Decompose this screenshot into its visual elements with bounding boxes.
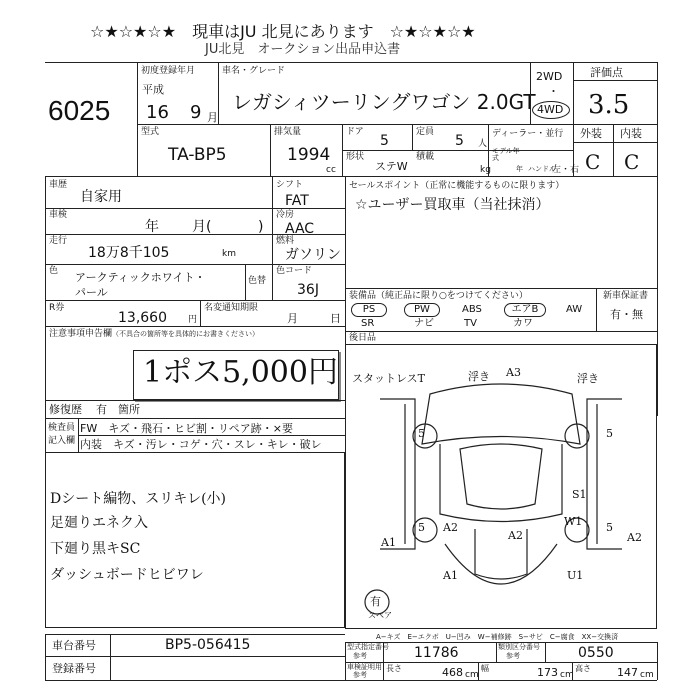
mark-5-fr: 5 — [606, 427, 613, 440]
diagram-studless: スタットレスT — [352, 372, 426, 385]
mark-a1-rear: A1 — [443, 569, 458, 582]
doors-value: 5 — [380, 133, 389, 149]
int-label: 内装 — [620, 127, 642, 140]
dealer-label: ディーラー・並行 — [492, 129, 564, 139]
reg-label: 初度登録年月 — [141, 66, 196, 76]
recycle-label: R券 — [49, 303, 65, 313]
diagram-a3: A3 — [506, 366, 521, 379]
car-name-value: レガシィツーリングワゴン 2.0GT — [232, 90, 536, 114]
color-value-line1: アークティックホワイト・ — [75, 271, 206, 284]
inspector-row-1: FW キズ・飛石・ヒビ割・リペア跡・×要 — [80, 422, 293, 435]
color-label: 色 — [49, 266, 59, 276]
repair-value: 有 — [96, 403, 107, 416]
length-value: 468 — [442, 666, 463, 679]
fuel-label: 燃料 — [276, 236, 295, 246]
start-price: 1ポス5,000円 — [143, 355, 338, 390]
note-2: 足廻りエネク入 — [50, 515, 148, 531]
model-year-label: モデル年式 — [492, 147, 520, 162]
reg-month-unit: 月 — [207, 111, 218, 124]
load-label: 積載 — [416, 152, 435, 162]
capacity-unit: 人 — [478, 139, 488, 149]
drive-4wd: 4WD — [537, 103, 564, 116]
height-value: 147 — [617, 666, 638, 679]
inspection-close: ) — [258, 219, 264, 235]
displacement-value: 1994 — [287, 145, 331, 165]
load-unit: kg — [480, 165, 491, 175]
displacement-label: 排気量 — [274, 127, 302, 137]
recycle-value: 13,660 — [118, 310, 167, 326]
name-change-day: 日 — [330, 312, 341, 325]
capacity-label: 定員 — [416, 127, 435, 137]
notes-sub: （不具合の箇所等を具体的にお書きください） — [112, 330, 259, 338]
color-value-line2: パール — [75, 286, 108, 299]
name-change-month: 月 — [287, 312, 298, 325]
chassis-label: 車台番号 — [52, 639, 96, 652]
note-1: Dシート編物、スリキレ(小) — [50, 491, 227, 507]
cooler-label: 冷房 — [276, 210, 295, 220]
sales-point-label: セールスポイント（正常に機能するものに限ります） — [349, 181, 565, 191]
inspector-label-2: 記入欄 — [48, 436, 76, 446]
repair-label: 修復歴 — [49, 403, 82, 416]
doors-label: ドア — [346, 127, 364, 137]
category-label: 類別区分番号 — [498, 643, 540, 651]
diagram-float-right: 浮き — [577, 372, 599, 385]
equip-leather: カワ — [513, 318, 533, 329]
reg-year: 16 — [146, 102, 169, 123]
ext-value: C — [585, 150, 601, 174]
car-diagram-svg — [345, 344, 657, 629]
color-code-label: 色コード — [276, 266, 313, 276]
inspection-label: 車検 — [49, 210, 68, 220]
repair-suffix: 箇所 — [118, 403, 140, 416]
spare-label: スペア — [368, 611, 392, 620]
mark-u1: U1 — [567, 569, 584, 582]
mark-a2-rear: A2 — [508, 529, 523, 542]
size-label: 車検証明用 — [347, 663, 382, 671]
model-designation-label: 型式指定番号 — [347, 643, 389, 651]
equip-sr: SR — [361, 318, 375, 329]
reg-era: 平成 — [142, 83, 164, 96]
model-value: TA-BP5 — [168, 145, 227, 165]
handwritten-notes-area — [45, 452, 345, 628]
body-shape-value: ステW — [375, 160, 408, 173]
mark-a2-right: A2 — [627, 531, 642, 544]
displacement-unit: cc — [326, 165, 336, 175]
mileage-label: 走行 — [49, 236, 68, 246]
mark-5-fl: 5 — [418, 427, 425, 440]
name-change-label: 名変通知期限 — [204, 303, 259, 313]
length-label: 長さ — [386, 664, 402, 673]
mark-a2-left: A2 — [443, 521, 458, 534]
warranty-value: 有・無 — [610, 308, 643, 321]
mark-w1: W1 — [564, 515, 583, 528]
width-unit: cm — [560, 670, 574, 680]
body-shape-label: 形状 — [346, 152, 365, 162]
category-sub: 参考 — [506, 652, 520, 660]
mileage-unit: km — [222, 249, 236, 259]
reg-month: 9 — [190, 102, 202, 123]
chassis-value: BP5-056415 — [165, 637, 251, 653]
handle-label: ハンドル — [528, 165, 556, 173]
size-sub: 参考 — [353, 671, 367, 679]
history-value: 自家用 — [80, 189, 122, 205]
damage-legend: A−キズ E−エクボ U−凹み W−補修跡 S−サビ C−腐食 XX−交換済 — [376, 633, 619, 641]
inspection-year-unit: 年 — [145, 219, 159, 235]
shift-label: シフト — [276, 180, 304, 190]
grade-label: 評価点 — [590, 66, 623, 79]
mileage-value: 18万8千105 — [88, 245, 170, 261]
equip-pw: PW — [404, 303, 440, 317]
category-value: 0550 — [578, 645, 614, 661]
diagram-float-left: 浮き — [468, 370, 490, 383]
recycle-unit: 円 — [188, 315, 198, 325]
model-designation-value: 11786 — [414, 645, 459, 661]
notes-label: 注意事項申告欄 — [49, 329, 113, 339]
warranty-label: 新車保証書 — [603, 291, 649, 301]
lot-number: 6025 — [48, 95, 111, 126]
equipment-label: 装備品（純正品に限り○をつけてください） — [349, 291, 528, 301]
sales-point-value: ☆ユーザー買取車（当社抹消） — [355, 197, 550, 213]
color-change-label: 色替 — [248, 276, 267, 286]
registration-label: 登録番号 — [52, 662, 96, 675]
inspector-label-1: 検査員 — [48, 423, 76, 433]
model-designation-sub: 参考 — [353, 652, 367, 660]
equip-tv: TV — [464, 318, 477, 329]
equip-airbag: エアB — [504, 303, 546, 317]
height-unit: cm — [640, 670, 654, 680]
equip-ps: PS — [351, 303, 387, 317]
history-label: 車歴 — [49, 180, 68, 190]
header-banner: ☆★☆★☆★ 現車はJU 北見にあります ☆★☆★☆★ — [90, 22, 476, 41]
color-code-value: 36J — [297, 282, 319, 298]
spare-value: 有 — [370, 595, 381, 608]
ext-label: 外装 — [580, 127, 602, 140]
mark-a1-left: A1 — [381, 536, 396, 549]
equip-abs: ABS — [462, 304, 482, 315]
capacity-value: 5 — [455, 133, 464, 149]
rear-seat-label: 後日品 — [349, 333, 377, 343]
note-4: ダッシュボードヒビワレ — [50, 567, 204, 583]
int-value: C — [624, 150, 640, 174]
length-unit: cm — [465, 670, 479, 680]
width-label: 幅 — [481, 664, 489, 673]
mark-5-rl: 5 — [418, 521, 425, 534]
handle-value: 左・右 — [552, 165, 580, 175]
car-name-label: 車名・グレード — [222, 66, 286, 76]
shift-value: FAT — [285, 193, 309, 209]
equip-aw: AW — [566, 304, 583, 315]
height-label: 高さ — [575, 664, 591, 673]
drive-2wd: 2WD — [536, 70, 563, 83]
note-3: 下廻り黒キSC — [50, 541, 141, 557]
mark-5-rr: 5 — [606, 521, 613, 534]
grade-value: 3.5 — [588, 90, 630, 120]
equip-navi: ナビ — [414, 318, 434, 329]
inspector-row-2: 内装 キズ・汚レ・コゲ・穴・スレ・キレ・破レ — [80, 438, 322, 451]
inspection-month-unit: 月( — [192, 219, 212, 235]
model-label: 型式 — [141, 127, 160, 137]
mark-s1: S1 — [572, 488, 587, 501]
drive-dot: ・ — [548, 85, 559, 98]
form-title: JU北見 オークション出品申込書 — [205, 42, 401, 57]
width-value: 173 — [537, 666, 558, 679]
model-year-unit: 年 — [516, 165, 523, 173]
cooler-value: AAC — [285, 221, 315, 237]
fuel-value: ガソリン — [285, 247, 341, 263]
